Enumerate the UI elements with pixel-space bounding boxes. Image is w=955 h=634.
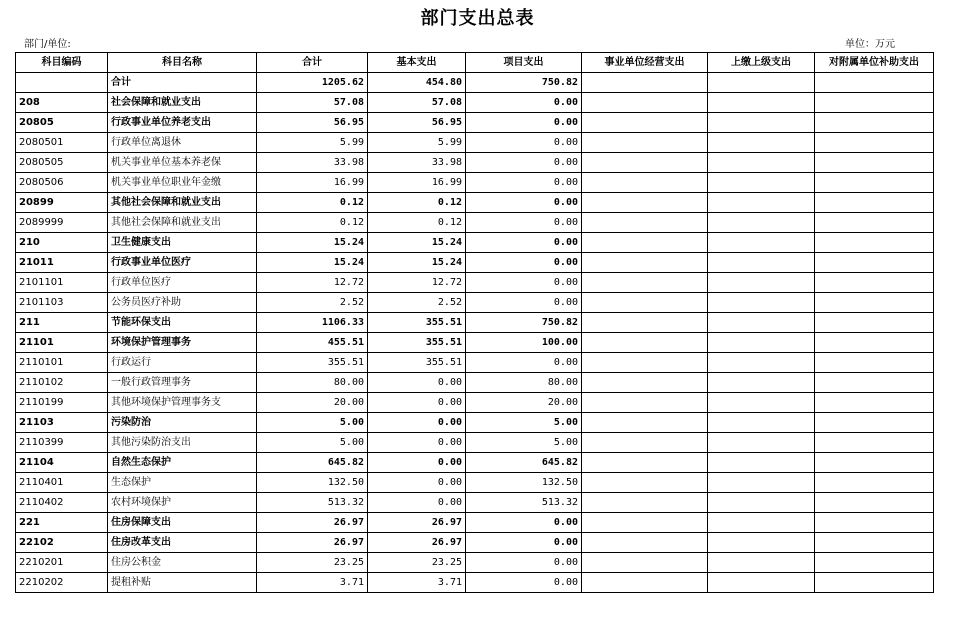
- table-row: [16, 373, 934, 393]
- cell-name: 生态保护: [108, 473, 257, 493]
- table-row: [16, 413, 934, 433]
- cell-name: 节能环保支出: [108, 313, 257, 333]
- cell-total: 56.95: [257, 113, 368, 133]
- cell-basic: 12.72: [368, 273, 466, 293]
- cell-name: 公务员医疗补助: [108, 293, 257, 313]
- cell-business: [582, 253, 708, 273]
- cell-project: 0.00: [466, 553, 582, 573]
- cell-business: [582, 333, 708, 353]
- table-row: [16, 93, 934, 113]
- cell-business: [582, 393, 708, 413]
- cell-project: 0.00: [466, 213, 582, 233]
- cell-basic: 26.97: [368, 513, 466, 533]
- header-remit: 上缴上级支出: [708, 53, 815, 73]
- cell-code: 2110399: [16, 433, 108, 453]
- cell-business: [582, 73, 708, 93]
- cell-subsidy: [815, 393, 934, 413]
- cell-total: 513.32: [257, 493, 368, 513]
- cell-name: 机关事业单位职业年金缴: [108, 173, 257, 193]
- cell-business: [582, 453, 708, 473]
- cell-code: 21101: [16, 333, 108, 353]
- table-row: [16, 433, 934, 453]
- cell-subsidy: [815, 353, 934, 373]
- cell-name: 合计: [108, 73, 257, 93]
- cell-name: 其他污染防治支出: [108, 433, 257, 453]
- table-row: [16, 73, 934, 93]
- table-row: [16, 553, 934, 573]
- cell-project: 0.00: [466, 353, 582, 373]
- cell-name: 住房改革支出: [108, 533, 257, 553]
- cell-basic: 23.25: [368, 553, 466, 573]
- cell-code: 2101101: [16, 273, 108, 293]
- header-name: 科目名称: [108, 53, 257, 73]
- cell-subsidy: [815, 233, 934, 253]
- cell-name: 行政单位离退休: [108, 133, 257, 153]
- cell-project: 80.00: [466, 373, 582, 393]
- table-row: [16, 233, 934, 253]
- cell-name: 行政事业单位医疗: [108, 253, 257, 273]
- cell-business: [582, 533, 708, 553]
- cell-project: 5.00: [466, 413, 582, 433]
- cell-basic: 0.00: [368, 373, 466, 393]
- cell-name: 其他环境保护管理事务支: [108, 393, 257, 413]
- cell-code: 208: [16, 93, 108, 113]
- cell-code: 2210202: [16, 573, 108, 593]
- cell-name: 其他社会保障和就业支出: [108, 193, 257, 213]
- cell-basic: 355.51: [368, 313, 466, 333]
- cell-subsidy: [815, 193, 934, 213]
- cell-total: 0.12: [257, 213, 368, 233]
- cell-project: 645.82: [466, 453, 582, 473]
- cell-business: [582, 353, 708, 373]
- cell-basic: 15.24: [368, 233, 466, 253]
- cell-code: 20899: [16, 193, 108, 213]
- cell-subsidy: [815, 293, 934, 313]
- cell-subsidy: [815, 273, 934, 293]
- cell-basic: 57.08: [368, 93, 466, 113]
- cell-remit: [708, 193, 815, 213]
- cell-subsidy: [815, 133, 934, 153]
- cell-code: 21103: [16, 413, 108, 433]
- cell-name: 机关事业单位基本养老保: [108, 153, 257, 173]
- cell-subsidy: [815, 173, 934, 193]
- cell-total: 57.08: [257, 93, 368, 113]
- cell-basic: 0.00: [368, 413, 466, 433]
- table-row: [16, 513, 934, 533]
- cell-total: 455.51: [257, 333, 368, 353]
- table-row: [16, 333, 934, 353]
- cell-basic: 355.51: [368, 353, 466, 373]
- cell-total: 16.99: [257, 173, 368, 193]
- cell-project: 0.00: [466, 133, 582, 153]
- cell-remit: [708, 373, 815, 393]
- cell-subsidy: [815, 413, 934, 433]
- cell-business: [582, 473, 708, 493]
- cell-project: 0.00: [466, 273, 582, 293]
- header-project: 项目支出: [466, 53, 582, 73]
- cell-name: 住房公积金: [108, 553, 257, 573]
- cell-business: [582, 193, 708, 213]
- cell-business: [582, 573, 708, 593]
- cell-project: 0.00: [466, 573, 582, 593]
- cell-code: 21011: [16, 253, 108, 273]
- cell-subsidy: [815, 453, 934, 473]
- cell-code: 2080505: [16, 153, 108, 173]
- header-row: [16, 53, 934, 73]
- cell-basic: 0.12: [368, 213, 466, 233]
- cell-business: [582, 93, 708, 113]
- cell-remit: [708, 173, 815, 193]
- table-row: [16, 353, 934, 373]
- cell-name: 社会保障和就业支出: [108, 93, 257, 113]
- cell-subsidy: [815, 113, 934, 133]
- cell-name: 行政事业单位养老支出: [108, 113, 257, 133]
- cell-remit: [708, 153, 815, 173]
- cell-total: 80.00: [257, 373, 368, 393]
- cell-total: 5.00: [257, 433, 368, 453]
- cell-basic: 5.99: [368, 133, 466, 153]
- cell-code: 2110101: [16, 353, 108, 373]
- cell-remit: [708, 393, 815, 413]
- cell-business: [582, 133, 708, 153]
- cell-remit: [708, 313, 815, 333]
- cell-subsidy: [815, 373, 934, 393]
- cell-remit: [708, 293, 815, 313]
- cell-basic: 0.12: [368, 193, 466, 213]
- cell-remit: [708, 233, 815, 253]
- cell-remit: [708, 433, 815, 453]
- header-business: 事业单位经营支出: [582, 53, 708, 73]
- cell-business: [582, 273, 708, 293]
- cell-code: 2210201: [16, 553, 108, 573]
- cell-total: 0.12: [257, 193, 368, 213]
- cell-project: 750.82: [466, 313, 582, 333]
- expenditure-table: [15, 52, 934, 593]
- table-row: [16, 213, 934, 233]
- cell-total: 23.25: [257, 553, 368, 573]
- cell-code: 2089999: [16, 213, 108, 233]
- header-code: 科目编码: [16, 53, 108, 73]
- table-row: [16, 293, 934, 313]
- cell-basic: 0.00: [368, 453, 466, 473]
- cell-code: 2080501: [16, 133, 108, 153]
- cell-total: 15.24: [257, 253, 368, 273]
- cell-code: 2110102: [16, 373, 108, 393]
- cell-project: 0.00: [466, 93, 582, 113]
- table-row: [16, 133, 934, 153]
- cell-remit: [708, 473, 815, 493]
- cell-subsidy: [815, 553, 934, 573]
- table-row: [16, 273, 934, 293]
- cell-remit: [708, 253, 815, 273]
- cell-project: 0.00: [466, 153, 582, 173]
- page-title: 部门支出总表: [420, 8, 535, 29]
- cell-code: [16, 73, 108, 93]
- header-basic: 基本支出: [368, 53, 466, 73]
- cell-total: 26.97: [257, 513, 368, 533]
- cell-name: 其他社会保障和就业支出: [108, 213, 257, 233]
- cell-name: 一般行政管理事务: [108, 373, 257, 393]
- cell-project: 20.00: [466, 393, 582, 413]
- cell-project: 750.82: [466, 73, 582, 93]
- cell-code: 2110401: [16, 473, 108, 493]
- cell-total: 5.00: [257, 413, 368, 433]
- table-row: [16, 533, 934, 553]
- cell-name: 行政单位医疗: [108, 273, 257, 293]
- cell-project: 0.00: [466, 193, 582, 213]
- cell-code: 22102: [16, 533, 108, 553]
- cell-remit: [708, 93, 815, 113]
- cell-remit: [708, 493, 815, 513]
- cell-subsidy: [815, 513, 934, 533]
- cell-total: 645.82: [257, 453, 368, 473]
- cell-name: 自然生态保护: [108, 453, 257, 473]
- cell-subsidy: [815, 213, 934, 233]
- cell-remit: [708, 353, 815, 373]
- cell-business: [582, 493, 708, 513]
- table-row: [16, 493, 934, 513]
- table-row: [16, 453, 934, 473]
- cell-subsidy: [815, 493, 934, 513]
- cell-business: [582, 173, 708, 193]
- cell-project: 0.00: [466, 233, 582, 253]
- cell-total: 2.52: [257, 293, 368, 313]
- cell-code: 2110402: [16, 493, 108, 513]
- cell-basic: 3.71: [368, 573, 466, 593]
- cell-basic: 56.95: [368, 113, 466, 133]
- cell-name: 环境保护管理事务: [108, 333, 257, 353]
- cell-code: 221: [16, 513, 108, 533]
- cell-business: [582, 413, 708, 433]
- cell-total: 1106.33: [257, 313, 368, 333]
- cell-business: [582, 213, 708, 233]
- cell-code: 2080506: [16, 173, 108, 193]
- cell-remit: [708, 333, 815, 353]
- cell-remit: [708, 513, 815, 533]
- cell-subsidy: [815, 313, 934, 333]
- cell-basic: 0.00: [368, 473, 466, 493]
- cell-subsidy: [815, 93, 934, 113]
- cell-subsidy: [815, 433, 934, 453]
- cell-project: 0.00: [466, 173, 582, 193]
- cell-business: [582, 293, 708, 313]
- cell-name: 提租补贴: [108, 573, 257, 593]
- cell-project: 0.00: [466, 513, 582, 533]
- cell-project: 100.00: [466, 333, 582, 353]
- cell-total: 3.71: [257, 573, 368, 593]
- cell-subsidy: [815, 153, 934, 173]
- cell-subsidy: [815, 473, 934, 493]
- cell-business: [582, 233, 708, 253]
- table-row: [16, 113, 934, 133]
- table-row: [16, 153, 934, 173]
- cell-subsidy: [815, 73, 934, 93]
- cell-name: 污染防治: [108, 413, 257, 433]
- cell-name: 农村环境保护: [108, 493, 257, 513]
- cell-remit: [708, 453, 815, 473]
- header-total: 合计: [257, 53, 368, 73]
- cell-business: [582, 313, 708, 333]
- cell-basic: 2.52: [368, 293, 466, 313]
- cell-code: 211: [16, 313, 108, 333]
- cell-name: 行政运行: [108, 353, 257, 373]
- cell-total: 132.50: [257, 473, 368, 493]
- cell-total: 26.97: [257, 533, 368, 553]
- cell-remit: [708, 533, 815, 553]
- cell-total: 5.99: [257, 133, 368, 153]
- cell-remit: [708, 113, 815, 133]
- cell-code: 20805: [16, 113, 108, 133]
- table-row: [16, 313, 934, 333]
- cell-basic: 454.80: [368, 73, 466, 93]
- cell-business: [582, 433, 708, 453]
- cell-subsidy: [815, 253, 934, 273]
- table-row: [16, 173, 934, 193]
- table-row: [16, 193, 934, 213]
- cell-remit: [708, 573, 815, 593]
- cell-business: [582, 553, 708, 573]
- cell-remit: [708, 133, 815, 153]
- cell-basic: 355.51: [368, 333, 466, 353]
- cell-basic: 15.24: [368, 253, 466, 273]
- table-row: [16, 253, 934, 273]
- cell-basic: 0.00: [368, 433, 466, 453]
- cell-remit: [708, 553, 815, 573]
- cell-subsidy: [815, 573, 934, 593]
- cell-basic: 26.97: [368, 533, 466, 553]
- cell-business: [582, 373, 708, 393]
- cell-project: 5.00: [466, 433, 582, 453]
- table-row: [16, 573, 934, 593]
- cell-basic: 16.99: [368, 173, 466, 193]
- header-subsidy: 对附属单位补助支出: [815, 53, 934, 73]
- cell-remit: [708, 213, 815, 233]
- cell-business: [582, 153, 708, 173]
- table-row: [16, 393, 934, 413]
- cell-code: 210: [16, 233, 108, 253]
- unit-label: 单位：万元: [845, 39, 895, 50]
- cell-basic: 0.00: [368, 493, 466, 513]
- table-row: [16, 473, 934, 493]
- cell-total: 12.72: [257, 273, 368, 293]
- cell-code: 2110199: [16, 393, 108, 413]
- cell-total: 1205.62: [257, 73, 368, 93]
- cell-project: 0.00: [466, 113, 582, 133]
- cell-basic: 0.00: [368, 393, 466, 413]
- cell-subsidy: [815, 533, 934, 553]
- cell-total: 355.51: [257, 353, 368, 373]
- cell-remit: [708, 73, 815, 93]
- cell-business: [582, 513, 708, 533]
- cell-remit: [708, 413, 815, 433]
- cell-project: 132.50: [466, 473, 582, 493]
- cell-name: 卫生健康支出: [108, 233, 257, 253]
- cell-basic: 33.98: [368, 153, 466, 173]
- cell-code: 21104: [16, 453, 108, 473]
- cell-project: 513.32: [466, 493, 582, 513]
- cell-remit: [708, 273, 815, 293]
- cell-total: 33.98: [257, 153, 368, 173]
- cell-subsidy: [815, 333, 934, 353]
- cell-business: [582, 113, 708, 133]
- cell-total: 15.24: [257, 233, 368, 253]
- cell-project: 0.00: [466, 253, 582, 273]
- cell-name: 住房保障支出: [108, 513, 257, 533]
- department-label: 部门/单位:: [24, 39, 71, 50]
- cell-project: 0.00: [466, 293, 582, 313]
- cell-total: 20.00: [257, 393, 368, 413]
- table-body: [16, 73, 934, 593]
- cell-code: 2101103: [16, 293, 108, 313]
- cell-project: 0.00: [466, 533, 582, 553]
